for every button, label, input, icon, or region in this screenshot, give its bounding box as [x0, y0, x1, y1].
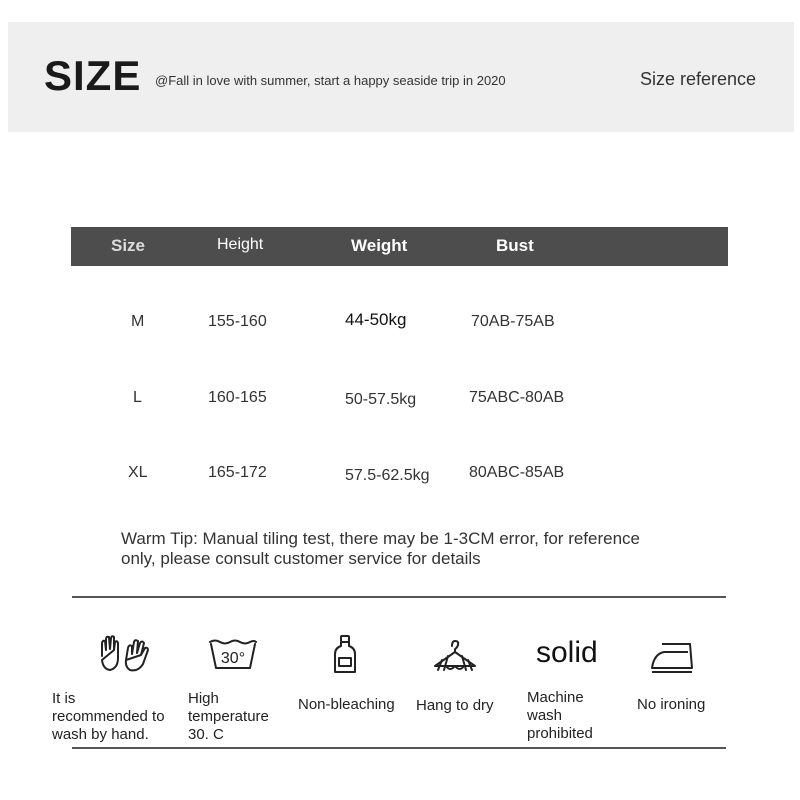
cell-height: 165-172	[208, 464, 267, 481]
bleach-bottle-icon	[332, 634, 358, 676]
cell-bust: 75ABC-80AB	[469, 389, 565, 406]
cell-bust: 70AB-75AB	[471, 313, 555, 330]
hand-wash-label: It is recommended to wash by hand.	[52, 690, 165, 743]
divider	[72, 596, 726, 598]
cell-size: XL	[128, 464, 148, 481]
cell-height: 160-165	[208, 389, 267, 406]
warm-tip	[121, 529, 721, 569]
cell-weight: 44-50kg	[345, 310, 407, 329]
wash-30-icon	[208, 638, 258, 672]
no-ironing-label: No ironing	[637, 696, 706, 713]
cell-weight: 57.5-62.5kg	[345, 467, 430, 484]
bleach-label: Non-bleaching	[298, 696, 395, 713]
size-table-header	[71, 227, 728, 266]
hang-dry-label: Hang to dry	[416, 697, 494, 714]
size-reference-label: Size reference	[639, 69, 756, 89]
iron-icon	[650, 640, 696, 674]
cell-bust: 80ABC-85AB	[469, 464, 565, 481]
divider	[72, 747, 726, 749]
wash-temperature-badge: 30°	[220, 650, 246, 667]
solid-wash-word: solid	[536, 636, 598, 669]
column-header-bust: Bust	[496, 236, 534, 255]
header-banner	[8, 22, 794, 132]
machine-wash-label: Machine wash prohibited	[527, 689, 593, 742]
temperature-label: High temperature 30. C	[188, 690, 269, 743]
page-title: SIZE	[44, 52, 142, 99]
hand-wash-icon	[98, 634, 152, 674]
cell-height: 155-160	[208, 313, 267, 330]
column-header-weight: Weight	[351, 236, 408, 255]
cell-size: M	[131, 313, 145, 330]
hanger-icon	[432, 638, 478, 674]
column-header-size: Size	[111, 236, 146, 255]
cell-weight: 50-57.5kg	[345, 391, 417, 408]
header-subtitle: @Fall in love with summer, start a happy seaside trip in 2020	[155, 73, 506, 88]
column-header-height: Height	[217, 236, 264, 253]
cell-size: L	[133, 389, 142, 406]
warm-tip-line: only, please consult customer service for details	[121, 549, 481, 568]
warm-tip-line: Warm Tip: Manual tiling test, there may be 1-3CM error, for reference	[121, 529, 641, 548]
